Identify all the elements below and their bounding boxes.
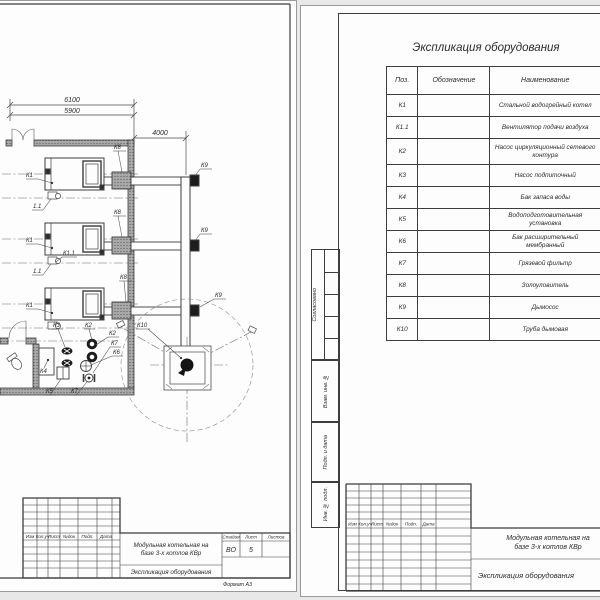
plan-drawing [0,1,296,591]
chimney-stack [181,359,194,372]
tag-k4: К4 [40,369,47,375]
tag-k7: К7 [71,389,78,395]
cell-pos: К3 [387,165,418,187]
schedule-title: Экспликация оборудования [412,42,560,54]
tb-sheet-value: 5 [249,547,253,554]
tb-col-izm: Изм [348,521,357,527]
tb-doc-title: Экспликация оборудования [478,571,574,580]
table-row [387,297,600,319]
table-header-row [387,67,600,95]
cell-designation [418,187,490,209]
side-cell-inv-podl [311,481,340,528]
toilet-fixture [7,353,24,372]
table-row [387,165,600,187]
dim-flue-offset: 4000 [152,130,168,137]
cell-designation [418,253,490,275]
tb-col-izm: Изм [25,534,35,539]
smoke-exhauster-k9 [190,305,199,316]
cell-pos: К10 [387,319,418,341]
circulation-pumps-k2 [88,340,96,361]
cell-pos: К4 [387,187,418,209]
boiler-row-2 [45,223,104,264]
cell-designation [418,165,490,187]
tb-col-ndok: №док [62,534,76,539]
cell-name: Насос подпиточный [490,165,600,187]
tb-col-koluch: Кол.уч [35,534,50,539]
table-row [387,319,600,341]
col-header-pos: Поз. [387,67,418,95]
dim-outer-width: 6100 [64,97,80,104]
tag-k2: К2 [109,331,116,337]
tag-k2: К2 [85,323,92,329]
side-cell-agreed [311,249,340,361]
cell-name: Труба дымовая [490,319,600,341]
cell-pos: К6 [387,231,418,253]
guy-anchor [116,320,124,327]
flue-ducts [104,172,199,363]
cell-name: Золоуловитель [490,275,600,297]
ash-catcher-k8 [112,237,131,254]
cell-pos: К7 [387,253,418,275]
tag-fan: 1.1 [33,204,42,210]
tag-k1-1: К1.1 [63,251,75,257]
side-cell-podp-data [311,421,340,483]
tag-k8: К8 [120,275,127,281]
tag-k9: К9 [201,163,208,169]
cell-name: Стальной водогрейный котел [490,95,600,117]
ash-catcher-k8 [112,172,131,189]
boiler-row-1 [45,158,104,199]
cell-pos: К5 [387,209,418,231]
cell-designation [418,139,490,165]
cell-name: Бак запаса воды [490,187,600,209]
cell-designation [418,275,490,297]
side-cell-rule [324,272,339,273]
tag-k7: К7 [111,341,118,347]
table-row [387,187,600,209]
equipment-schedule-table [386,66,600,341]
tb-col-ndok: №док [385,521,399,527]
tb-col-list: Лист [371,521,383,527]
tb-col-koluch: Кол.уч [358,521,372,527]
side-label-podp-data: Подп. и дата [322,434,329,470]
smoke-exhauster-k9 [190,175,199,186]
dim-inner-width: 5900 [64,108,80,115]
cell-designation [418,231,490,253]
side-cell-rule [324,294,339,295]
ash-catcher-k8 [112,302,131,319]
tb-col-list: Лист [48,534,60,539]
boiler-k1-group [45,158,104,329]
tag-k10: К10 [137,323,148,329]
cell-pos: К2 [387,139,418,165]
table-row [387,253,600,275]
tb-doc-title: Экспликация оборудования [130,569,212,576]
cell-name: Бак расширительный мембранный [490,231,600,253]
cell-designation [418,95,490,117]
cell-pos: К1.1 [387,117,418,139]
col-header-name: Наименование [490,67,600,95]
table-row [387,139,600,165]
cell-name: Вентилятор подачи воздуха [490,117,600,139]
side-cell-rule [324,316,339,317]
tag-k3: К3 [53,323,60,329]
smoke-exhauster-k9 [190,240,199,251]
cell-name: Дымосос [490,297,600,319]
expansion-tank-k6 [81,361,92,372]
cell-pos: К1 [387,95,418,117]
tag-k6: К6 [113,350,120,356]
tag-k8: К8 [114,145,121,151]
feed-pumps-k3 [62,347,73,366]
tb-sheet-label: Лист [245,534,257,540]
tb-project-line2: базе 3-х котлов КВр [514,544,582,551]
side-cell-rule [324,338,339,339]
tag-k8: К8 [114,210,121,216]
cell-designation [418,297,490,319]
mud-filter-k7 [84,374,95,382]
side-label-inv-podl: Инв. № подл. [322,487,329,522]
tag-k5: К5 [46,389,53,395]
title-block [338,476,600,596]
cell-designation [418,209,490,231]
cell-designation [418,117,490,139]
tb-project-line1: Модульная котельная на [133,542,209,549]
tag-k9: К9 [215,293,222,299]
tb-stage-label: Стадия [222,534,240,540]
col-header-designation: Обозначение [418,67,490,95]
tb-sheets-label: Листов [267,534,285,540]
guy-anchor [248,326,256,333]
cell-pos: К9 [387,297,418,319]
tag-k1: К1 [26,238,33,244]
format-note: Формат А3 [223,582,252,588]
tb-col-data: Дата [99,534,113,539]
tb-col-data: Дата [422,521,435,527]
tb-project-line2: базе 3-х котлов КВр [140,550,202,557]
sheet-frame [0,4,290,578]
tb-stage-value: ВО [226,547,236,554]
tb-col-podp: Подп. [81,534,94,539]
drawing-sheet-schedule [300,5,600,597]
side-cell-vzam [311,359,340,423]
side-label-agreed: Согласовано [312,288,318,322]
cell-name: Водоподготовительная установка [490,209,600,231]
tb-project-line1: Модульная котельная на [506,535,590,542]
table-row [387,209,600,231]
cell-name: Насос циркуляционный сетевого контура [490,139,600,165]
tag-k1: К1 [26,303,33,309]
table-row [387,95,600,117]
drawing-sheet-plan [0,0,297,592]
table-row [387,231,600,253]
tb-col-podp: Подп. [404,521,418,527]
tag-k9: К9 [201,228,208,234]
cell-designation [418,319,490,341]
cell-name: Грязевой фильтр [490,253,600,275]
side-label-vzam: Взам. инв. № [322,373,329,409]
cell-pos: К8 [387,275,418,297]
table-row [387,275,600,297]
table-row [387,117,600,139]
tag-k1: К1 [26,173,33,179]
side-cell-divider [324,250,325,360]
tag-fan: 1.1 [33,269,42,275]
